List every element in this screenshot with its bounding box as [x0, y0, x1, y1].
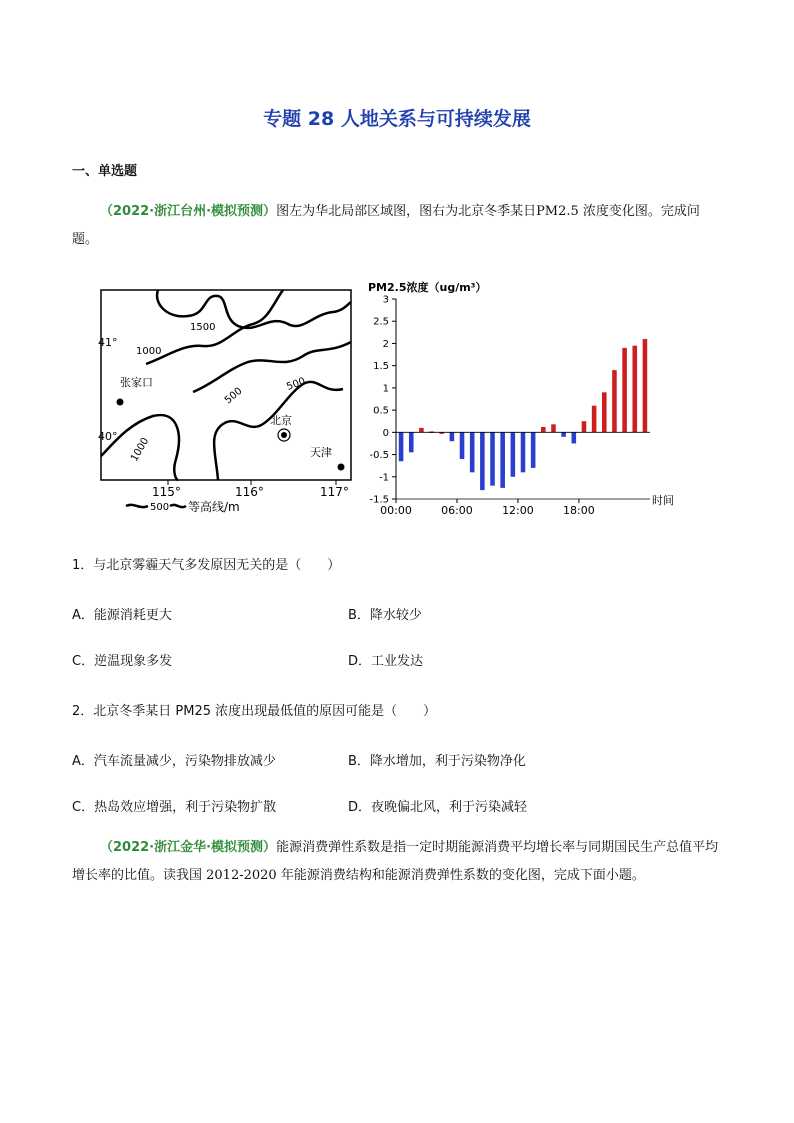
y-tick-label: 0	[382, 427, 389, 439]
page-title: 专题 28 人地关系与可持续发展	[263, 108, 531, 130]
contour-label: 1000	[129, 435, 152, 464]
bar	[551, 424, 556, 432]
source-tag-2: （2022·浙江金华·模拟预测）	[100, 840, 277, 855]
section-heading: 一、单选题	[72, 164, 138, 179]
bar	[531, 432, 536, 468]
bar	[419, 428, 424, 432]
bar	[643, 339, 648, 432]
chart-ylabel: PM2.5浓度（ug/m³）	[368, 281, 487, 294]
bar	[541, 427, 546, 432]
bar	[632, 346, 637, 433]
lon-label: 116°	[235, 485, 264, 499]
x-tick-label: 00:00	[380, 504, 412, 517]
bar	[399, 432, 404, 461]
legend-contour-value: 500	[150, 502, 170, 513]
contour-map	[98, 284, 354, 516]
contour-label: 1000	[136, 346, 162, 357]
y-tick-label: -1	[379, 472, 389, 484]
y-tick-label: 0.5	[373, 405, 389, 417]
bar	[582, 421, 587, 432]
pm25-bar-chart	[362, 278, 692, 524]
bar	[490, 432, 495, 485]
city-dot-zhangjiakou	[117, 399, 124, 406]
question-1-option-c[interactable]: C．逆温现象多发	[72, 654, 173, 669]
bar	[592, 406, 597, 433]
lat-label: 40°	[98, 430, 118, 443]
bar	[602, 392, 607, 432]
y-tick-label: 1	[382, 383, 389, 395]
city-label-beijing: 北京	[270, 414, 292, 427]
intro-paragraph-2	[72, 834, 722, 890]
bar	[470, 432, 475, 472]
question-1-option-d[interactable]: D．工业发达	[348, 654, 424, 669]
y-tick-label: 2	[382, 338, 389, 350]
bar	[409, 432, 414, 452]
question-2-option-b[interactable]: B．降水增加，利于污染物净化	[348, 754, 526, 769]
question-1-stem: 1．与北京雾霾天气多发原因无关的是（ ）	[72, 558, 341, 573]
bar	[500, 432, 505, 488]
question-2-option-a[interactable]: A．汽车流量减少，污染物排放减少	[72, 754, 276, 769]
intro-text-2: 能源消费弹性系数是指一定时期能源消费平均增长率与同期国民生产总值平均增长率的比值。读我国 2012-2020 年能源消费结构和能源消费弹性系数的变化图，完成下面小题。	[72, 840, 719, 883]
x-tick-label: 06:00	[441, 504, 473, 517]
chart-xlabel: 时间	[652, 494, 674, 507]
bar	[460, 432, 465, 459]
lon-label: 117°	[320, 485, 349, 499]
question-2-stem: 2．北京冬季某日 PM25 浓度出现最低值的原因可能是（ ）	[72, 704, 437, 719]
city-label-zhangjiakou: 张家口	[120, 376, 153, 389]
y-tick-label: -1.5	[369, 494, 389, 506]
question-1-option-b[interactable]: B．降水较少	[348, 608, 422, 623]
y-tick-label: 2.5	[373, 316, 389, 328]
y-tick-label: 1.5	[373, 361, 389, 373]
city-dot-tianjin	[338, 464, 345, 471]
bar	[622, 348, 627, 432]
contour-label: 500	[285, 375, 307, 393]
contour-label: 1500	[190, 322, 216, 333]
bar	[572, 432, 577, 443]
contour-label: 500	[222, 385, 245, 407]
legend-contour-sample-tail	[170, 505, 186, 507]
x-tick-label: 18:00	[563, 504, 595, 517]
bar	[450, 432, 455, 441]
lat-label: 41°	[98, 336, 118, 349]
legend-contour-sample	[126, 505, 148, 507]
y-tick-label: 3	[382, 294, 389, 306]
bar	[480, 432, 485, 490]
y-tick-label: -0.5	[369, 450, 389, 462]
legend-text: 等高线/m	[188, 500, 240, 514]
question-1-option-a[interactable]: A．能源消耗更大	[72, 608, 172, 623]
bar	[521, 432, 526, 472]
source-tag-1: （2022·浙江台州·模拟预测）	[100, 204, 277, 219]
intro-text-1: 图左为华北局部区域图，图右为北京冬季某日PM2.5 浓度变化图。完成问题。	[72, 204, 700, 247]
bar	[511, 432, 516, 476]
question-2-option-d[interactable]: D．夜晚偏北风，利于污染减轻	[348, 800, 528, 815]
question-2-option-c[interactable]: C．热岛效应增强，利于污染物扩散	[72, 800, 277, 815]
capital-symbol-beijing-dot	[281, 432, 287, 438]
bar	[612, 370, 617, 432]
y-axis	[369, 295, 396, 506]
intro-paragraph-1	[72, 198, 722, 254]
x-tick-label: 12:00	[502, 504, 534, 517]
bar-series	[399, 339, 647, 490]
bar	[561, 432, 566, 436]
city-label-tianjin: 天津	[310, 446, 332, 459]
lon-label: 115°	[152, 485, 181, 499]
